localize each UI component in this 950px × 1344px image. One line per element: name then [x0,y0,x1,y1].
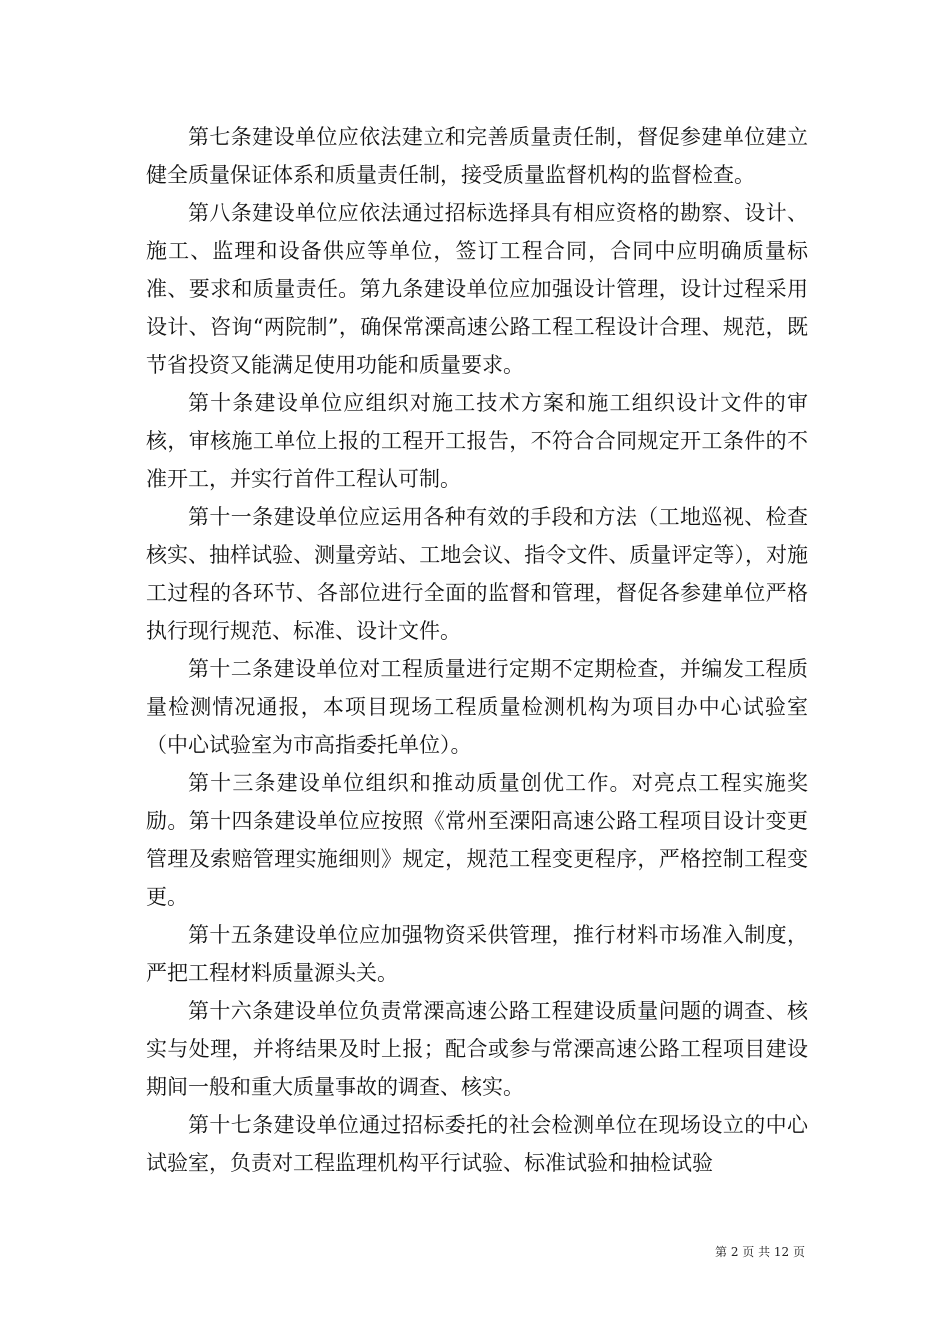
paragraph-article-12: 第十二条建设单位对工程质量进行定期不定期检查，并编发工程质量检测情况通报，本项目现场工程质量检测机构为项目办中心试验室（中心试验室为市高指委托单位）。 [146,657,808,757]
paragraph-article-16: 第十六条建设单位负责常溧高速公路工程建设质量问题的调查、核实与处理，并将结果及时上报；配合或参与常溧高速公路工程项目建设期间一般和重大质量事故的调查、核实。 [146,999,808,1099]
paragraph-article-8-9: 第八条建设单位应依法通过招标选择具有相应资格的勘察、设计、施工、监理和设备供应等单位，签订工程合同，合同中应明确质量标准、要求和质量责任。第九条建设单位应加强设计管理，设计过程采用设计、咨询“两院制”，确保常溧高速公路工程工程设计合理、规范，既节省投资又能满足使用功能和质量要求。 [146,201,808,377]
paragraph-article-17: 第十七条建设单位通过招标委托的社会检测单位在现场设立的中心试验室，负责对工程监理机构平行试验、标准试验和抽检试验 [146,1113,808,1175]
paragraph-article-7: 第七条建设单位应依法建立和完善质量责任制，督促参建单位建立健全质量保证体系和质量责任制，接受质量监督机构的监督检查。 [146,125,808,187]
paragraph-article-13-14: 第十三条建设单位组织和推动质量创优工作。对亮点工程实施奖励。第十四条建设单位应按照《常州至溧阳高速公路工程项目设计变更管理及索赔管理实施细则》规定，规范工程变更程序，严格控制工程变更。 [146,771,808,909]
paragraph-article-15: 第十五条建设单位应加强物资采供管理，推行材料市场准入制度，严把工程材料质量源头关。 [146,923,808,985]
paragraph-article-10: 第十条建设单位应组织对施工技术方案和施工组织设计文件的审核，审核施工单位上报的工程开工报告，不符合合同规定开工条件的不准开工，并实行首件工程认可制。 [146,391,808,491]
paragraph-article-11: 第十一条建设单位应运用各种有效的手段和方法（工地巡视、检查核实、抽样试验、测量旁站、工地会议、指令文件、质量评定等），对施工过程的各环节、各部位进行全面的监督和管理，督促各参建单位严格执行现行规范、标准、设计文件。 [146,505,808,643]
document-body [146,118,808,1182]
page-number-footer: 第 2 页 共 12 页 [715,1245,805,1259]
